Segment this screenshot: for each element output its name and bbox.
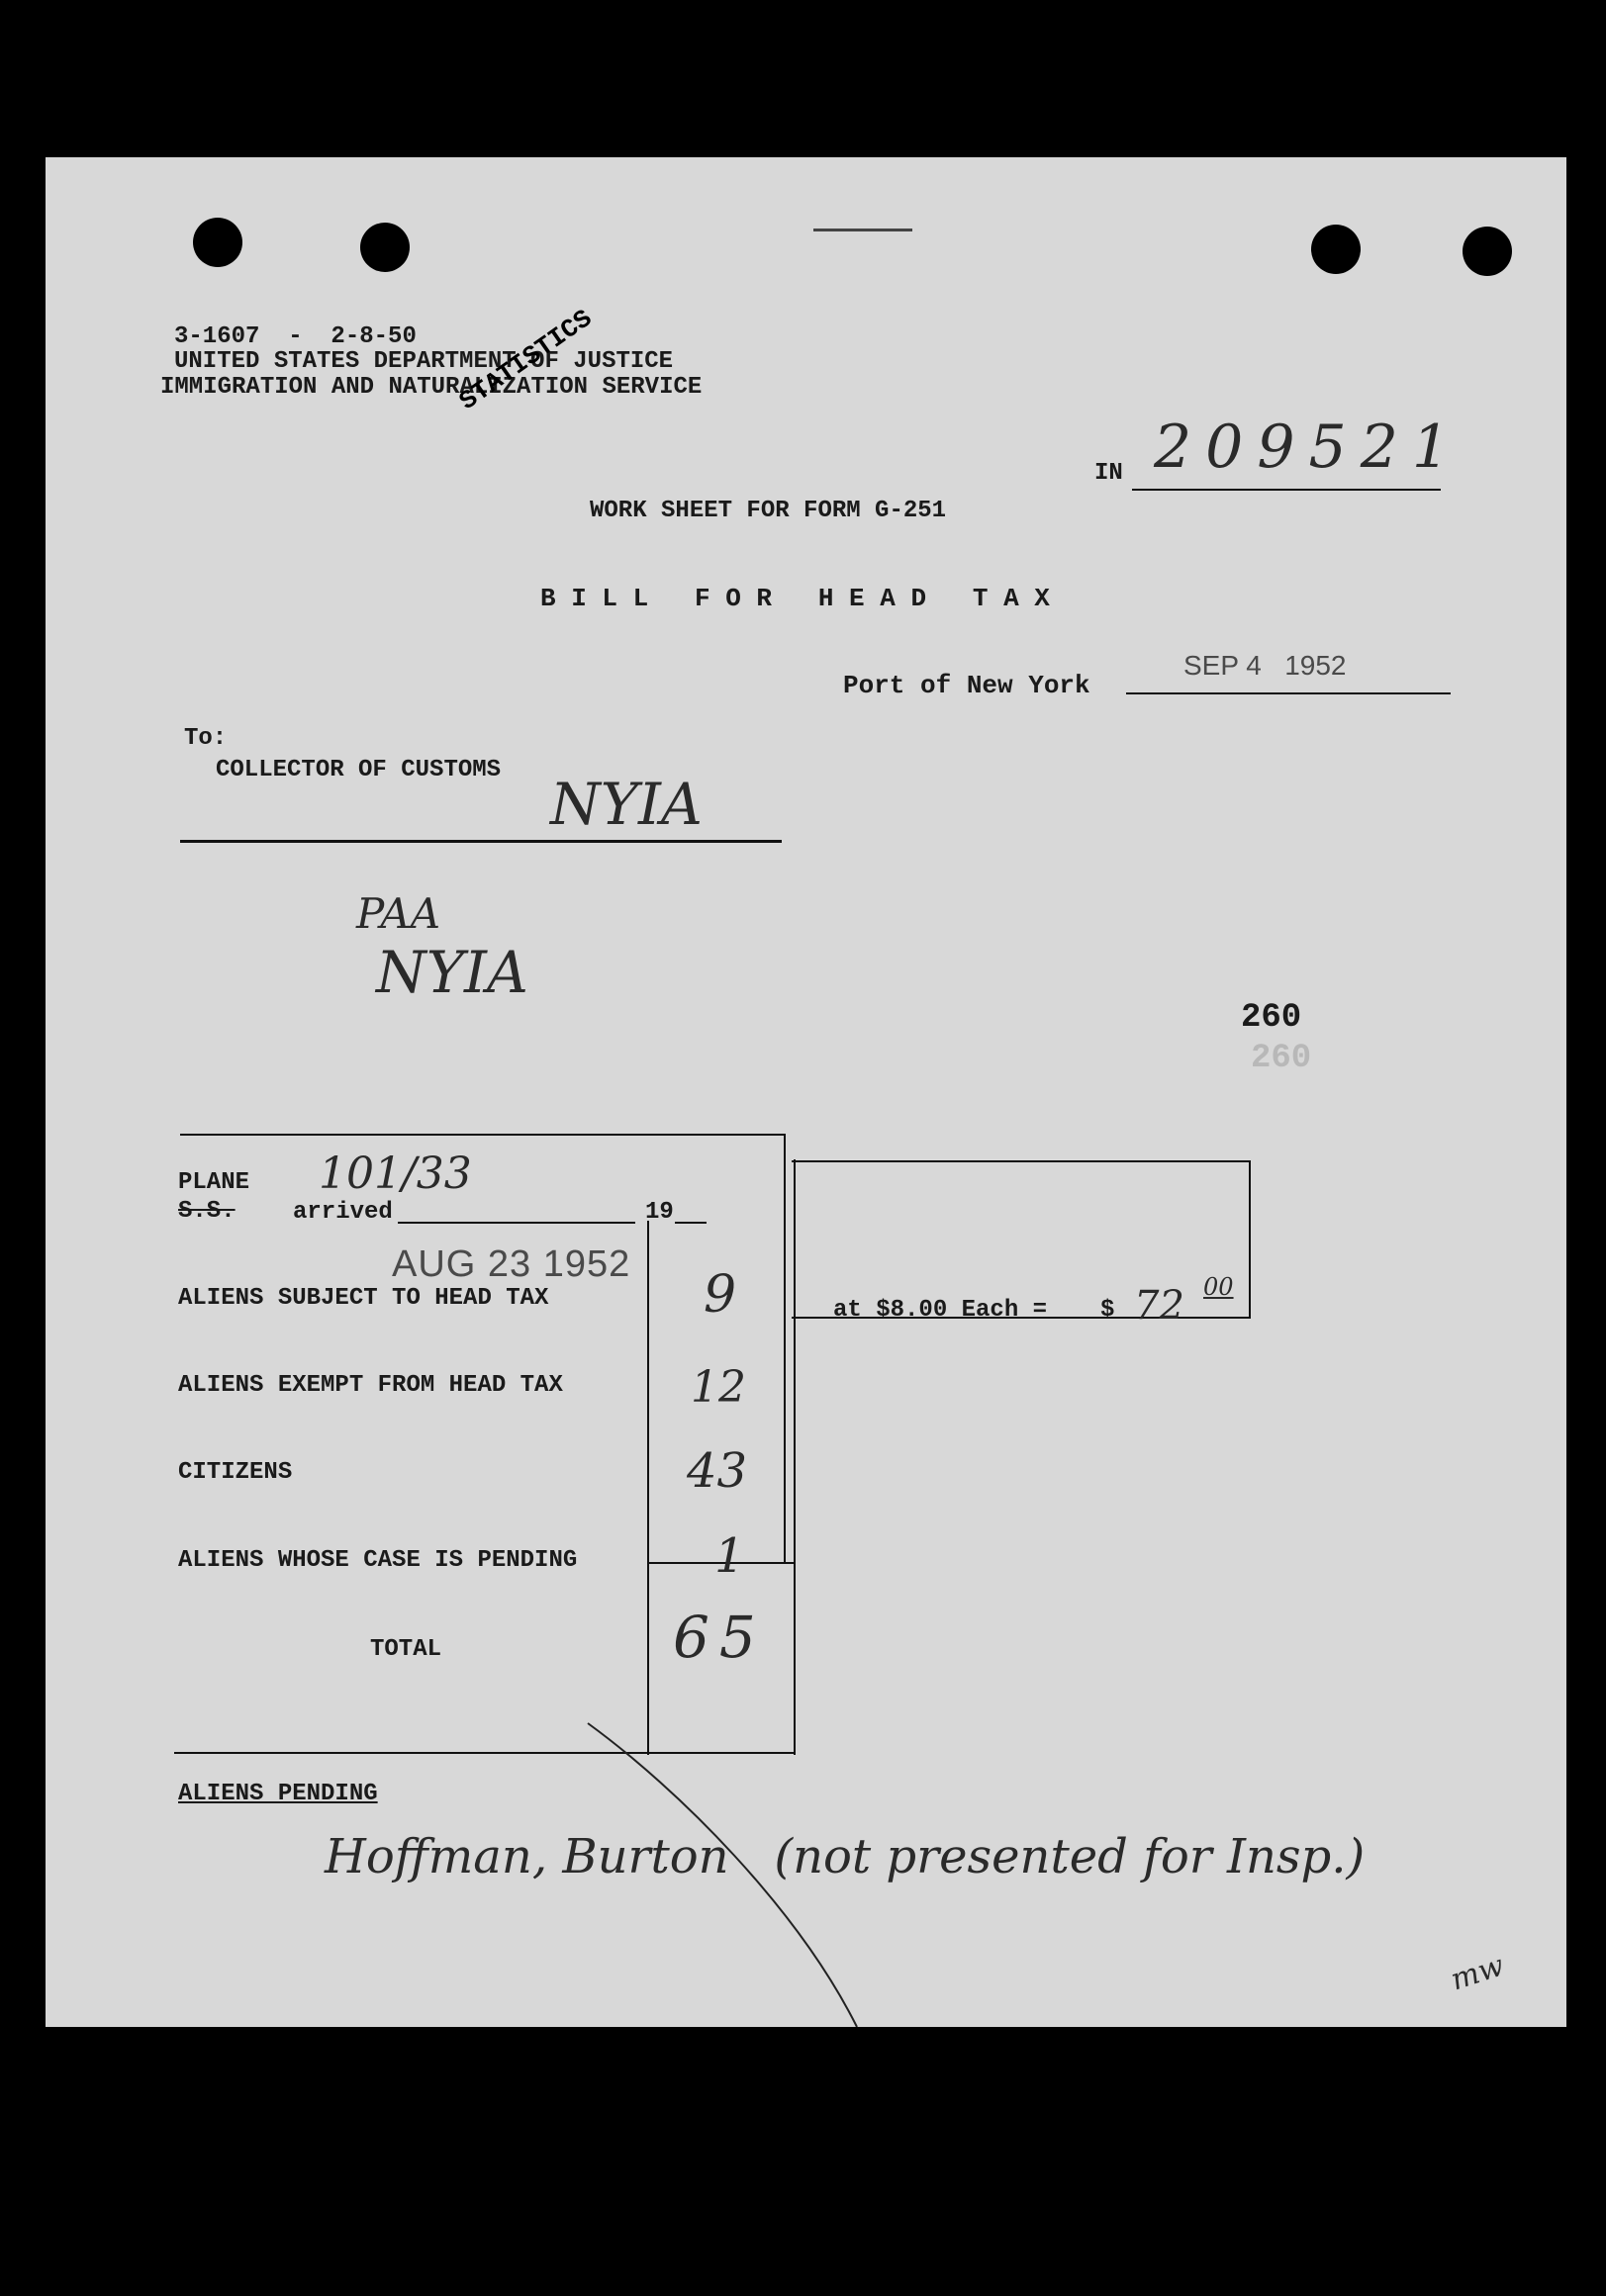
ss-label: S.S.	[178, 1198, 236, 1225]
row-value-pending: 1	[714, 1528, 745, 1584]
year-label: 19	[645, 1199, 674, 1226]
row-value-subject: 9	[704, 1265, 737, 1325]
department-name: UNITED STATES DEPARTMENT OF JUSTICE	[174, 348, 674, 375]
to-label: To:	[184, 725, 228, 752]
form-code: 3-1607 - 2-8-50	[174, 323, 417, 350]
service-name: IMMIGRATION AND NATURALIZATION SERVICE	[160, 374, 703, 401]
in-number: 209521	[1154, 413, 1464, 482]
tax-amount: 72	[1134, 1283, 1184, 1329]
handwritten-station: NYIA	[550, 771, 703, 838]
tax-dollar: $	[1100, 1297, 1115, 1324]
statistics-stamp: STATISTICS	[453, 303, 598, 416]
plane-number: 101/33	[319, 1148, 472, 1199]
row-label-pending: ALIENS WHOSE CASE IS PENDING	[178, 1547, 578, 1574]
handwritten-station-2: NYIA	[376, 939, 528, 1006]
bill-title: B I L L F O R H E A D T A X	[540, 584, 1050, 613]
row-label-exempt: ALIENS EXEMPT FROM HEAD TAX	[178, 1372, 563, 1399]
in-label: IN	[1094, 460, 1123, 487]
total-value: 65	[673, 1604, 766, 1671]
date-stamp: SEP 4 1952	[1183, 650, 1347, 681]
arrival-date-stamp: AUG 23 1952	[392, 1243, 631, 1285]
tax-text: at $8.00 Each =	[833, 1297, 1048, 1324]
total-label: TOTAL	[370, 1636, 442, 1663]
code-shadow: 260	[1251, 1040, 1312, 1077]
pen-stroke	[46, 157, 1566, 2027]
port-label: Port of New York	[843, 671, 1090, 700]
worksheet-title: WORK SHEET FOR FORM G-251	[590, 498, 947, 524]
code-value: 260	[1241, 999, 1302, 1037]
document-page	[46, 157, 1566, 2027]
row-value-citizens: 43	[687, 1443, 748, 1499]
tax-cents: 00	[1203, 1273, 1234, 1301]
plane-label: PLANE	[178, 1169, 250, 1196]
pending-entry: Hoffman, Burton (not presented for Insp.)	[325, 1829, 1366, 1884]
initials: mw	[1446, 1948, 1509, 1998]
row-value-exempt: 12	[691, 1362, 746, 1413]
arrived-label: arrived	[293, 1199, 393, 1226]
pending-label: ALIENS PENDING	[178, 1781, 378, 1807]
row-label-subject: ALIENS SUBJECT TO HEAD TAX	[178, 1285, 549, 1312]
handwritten-carrier: PAA	[356, 889, 441, 938]
collector-label: COLLECTOR OF CUSTOMS	[216, 757, 502, 783]
row-label-citizens: CITIZENS	[178, 1459, 293, 1486]
